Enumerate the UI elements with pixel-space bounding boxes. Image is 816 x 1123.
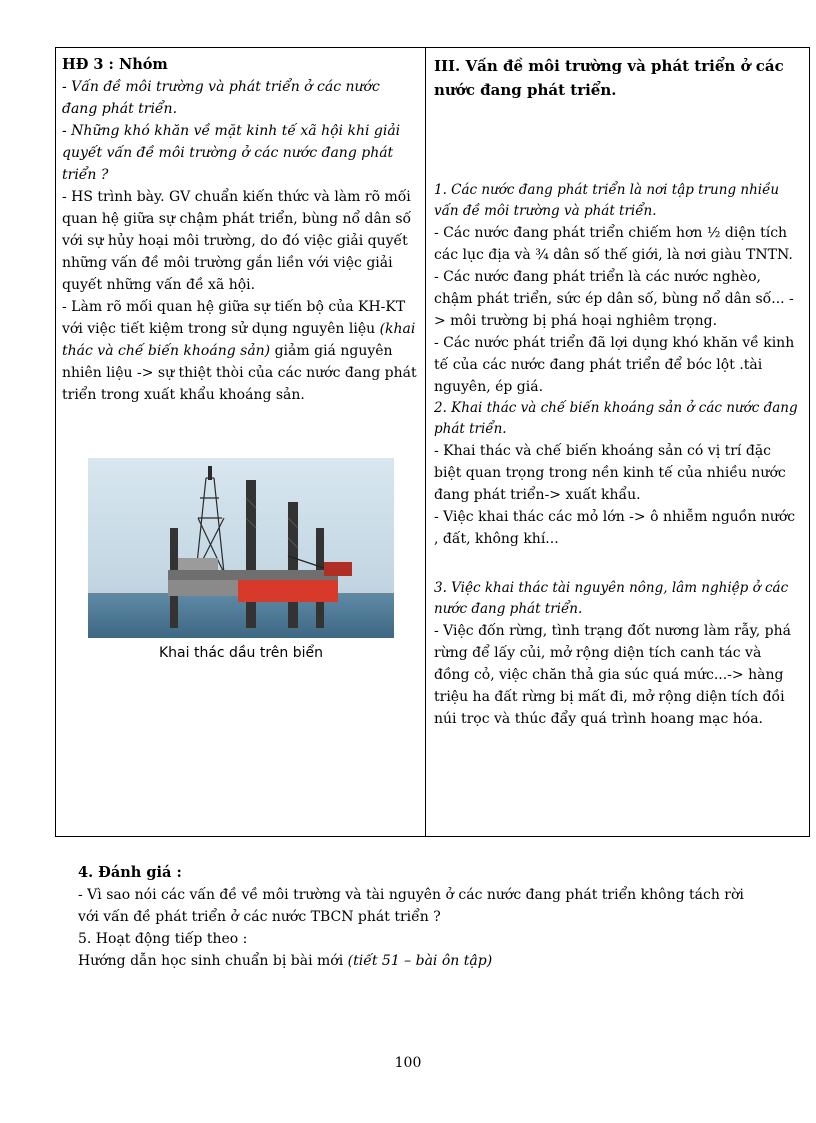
content-table [55, 47, 810, 837]
page-number: 100 [394, 1055, 422, 1071]
subsection-1-point: - Các nước đang phát triển chiếm hơn ½ diện tích các lục địa và ¾ dân số thế giới, là nơi giàu TNTN. [434, 225, 793, 263]
subsection-2-title: 2. Khai thác và chế biến khoáng sản ở các nước đang phát triển. [434, 400, 798, 437]
subsection-1-point: - Các nước phát triển đã lợi dụng khó khăn về kinh tế của các nước đang phát triển để bóc lột .tài nguyên, ép giá. [434, 335, 795, 395]
teacher-note-2: - Làm rõ mối quan hệ giữa sự tiến bộ của KH-KT với việc tiết kiệm trong sử dụng nguyên liệu (khai thác và chế biến khoáng sản) giảm giá nguyên nhiên liệu -> sự thiệt thòi của các nước đang phát triển trong xuất khẩu khoáng sản. [62, 299, 417, 403]
right-column [426, 48, 809, 836]
photo-caption: Khai thác dầu trên biển [159, 645, 323, 661]
left-column [56, 48, 426, 836]
subsection-3-title: 3. Việc khai thác tài nguyên nông, lâm nghiệp ở các nước đang phát triển. [434, 580, 789, 617]
task-line-2: - Những khó khăn về mặt kinh tế xã hội khi giải quyết vấn đề môi trường ở các nước đang phát triển ? [62, 123, 401, 183]
next-activity-heading: 5. Hoạt động tiếp theo : [78, 931, 248, 947]
assessment-heading: 4. Đánh giá : [78, 864, 182, 881]
teacher-note-1: - HS trình bày. GV chuẩn kiến thức và làm rõ mối quan hệ giữa sự chậm phát triển, bùng nổ dân số với sự hủy hoại môi trường, do đó việc giải quyết những vấn đề môi trường gắn liền với việc giải quyết những vấn đề xã hội. [62, 189, 412, 293]
assessment-question: - Vì sao nói các vấn đề về môi trường và tài nguyên ở các nước đang phát triển không tách rời với vấn đề phát triển ở các nước TBCN phát triển ? [78, 887, 744, 925]
photo-figure [88, 458, 394, 661]
section-title: III. Vấn đề môi trường và phát triển ở các nước đang phát triển. [434, 57, 784, 99]
task-line-1: - Vấn đề môi trường và phát triển ở các nước đang phát triển. [62, 79, 380, 117]
oil-rig-photo [88, 458, 394, 638]
subsection-2-point: - Việc khai thác các mỏ lớn -> ô nhiễm nguồn nước , đất, không khí... [434, 509, 796, 547]
subsection-1-title: 1. Các nước đang phát triển là nơi tập trung nhiều vấn đề môi trường và phát triển. [434, 182, 780, 219]
next-activity-text: Hướng dẫn học sinh chuẩn bị bài mới (tiết 51 – bài ôn tập) [78, 953, 493, 969]
activity-title: HĐ 3 : Nhóm [62, 56, 168, 73]
subsection-3-point: - Việc đốn rừng, tình trạng đốt nương làm rẫy, phá rừng để lấy củi, mở rộng diện tích canh tác và đồng cỏ, việc chăn thả gia súc quá mức...-> hàng triệu ha đất rừng bị mất đi, mở rộng diện tích đồi núi trọc và thúc đẩy quá trình hoang mạc hóa. [434, 623, 791, 727]
subsection-2-point: - Khai thác và chế biến khoáng sản có vị trí đặc biệt quan trọng trong nền kinh tế của nhiều nước đang phát triển-> xuất khẩu. [434, 443, 786, 503]
assessment-section [78, 862, 758, 972]
subsection-1-point: - Các nước đang phát triển là các nước nghèo, chậm phát triển, sức ép dân số, bùng nổ dân số... -> môi trường bị phá hoại nghiêm trọng. [434, 269, 794, 329]
